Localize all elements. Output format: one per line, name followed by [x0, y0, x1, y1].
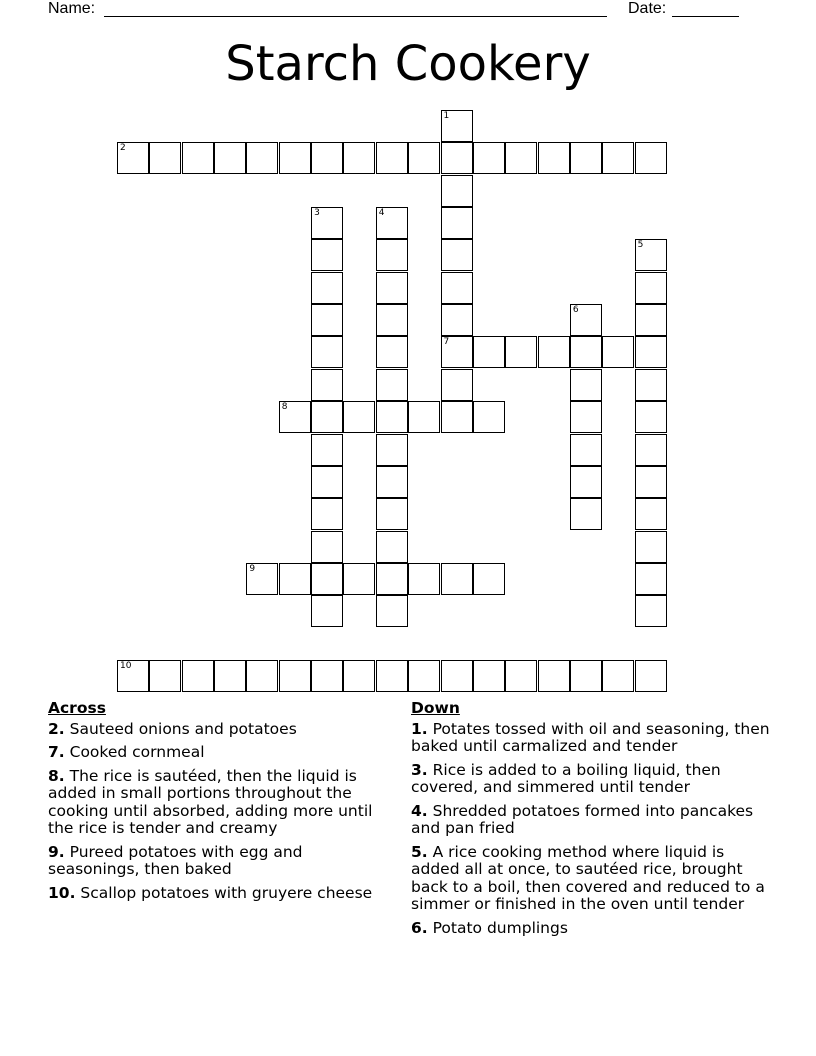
clue-number: 1 — [443, 111, 450, 121]
grid-cell[interactable] — [635, 239, 667, 271]
grid-cell[interactable] — [441, 401, 473, 433]
grid-cell[interactable] — [376, 466, 408, 498]
grid-cell[interactable] — [311, 142, 343, 174]
grid-cell[interactable] — [408, 563, 440, 595]
grid-cell[interactable] — [117, 142, 149, 174]
clue-number: 4. — [411, 801, 428, 820]
clue-text: Potates tossed with oil and seasoning, then baked until carmalized and tender — [411, 719, 770, 755]
grid-cell[interactable] — [246, 660, 278, 692]
grid-cell[interactable] — [505, 336, 537, 368]
grid-cell[interactable] — [376, 660, 408, 692]
grid-cell[interactable] — [376, 434, 408, 466]
grid-cell[interactable] — [279, 660, 311, 692]
grid-cell[interactable] — [570, 466, 602, 498]
grid-cell[interactable] — [376, 336, 408, 368]
date-label: Date: — [628, 0, 667, 17]
grid-cell[interactable] — [635, 660, 667, 692]
grid-cell[interactable] — [441, 175, 473, 207]
grid-cell[interactable] — [441, 239, 473, 271]
across-clue — [48, 744, 398, 762]
grid-cell[interactable] — [376, 369, 408, 401]
grid-cell[interactable] — [635, 369, 667, 401]
clue-text: Cooked cornmeal — [69, 743, 205, 761]
clue-number: 2. — [48, 719, 65, 738]
clue-text: Potato dumplings — [432, 918, 568, 937]
grid-cell[interactable] — [473, 563, 505, 595]
grid-cell[interactable] — [376, 401, 408, 433]
grid-cell[interactable] — [117, 660, 149, 692]
grid-cell[interactable] — [311, 434, 343, 466]
grid-cell[interactable] — [311, 466, 343, 498]
clue-number: 4 — [378, 208, 385, 219]
grid-cell[interactable] — [343, 563, 375, 595]
clue-text: Shredded potatoes formed into pancakes and pan fried — [411, 801, 754, 837]
across-clue — [48, 844, 398, 879]
grid-cell[interactable] — [635, 336, 667, 368]
grid-cell[interactable] — [376, 595, 408, 627]
across-clue — [48, 768, 398, 838]
clue-number: 9. — [48, 842, 65, 861]
grid-cell[interactable] — [214, 142, 246, 174]
grid-cell[interactable] — [570, 336, 602, 368]
across-heading: Across — [48, 699, 106, 717]
clue-number: 2 — [120, 143, 126, 154]
grid-cell[interactable] — [246, 563, 278, 595]
grid-cell[interactable] — [441, 110, 473, 142]
clue-number: 8 — [281, 402, 288, 413]
grid-cell[interactable] — [311, 239, 343, 271]
clue-text: Pureed potatoes with egg and seasonings, then baked — [48, 842, 303, 878]
grid-cell[interactable] — [343, 401, 375, 433]
clue-number: 7 — [443, 337, 450, 348]
grid-cell[interactable] — [505, 660, 537, 692]
clue-text: A rice cooking method where liquid is added all at once, to sautéed rice, brought back to a boil, then covered and reduced to a simmer or finished in the oven until tender — [411, 842, 765, 913]
grid-cell[interactable] — [311, 660, 343, 692]
grid-cell[interactable] — [570, 369, 602, 401]
clue-number: 10 — [120, 660, 132, 671]
down-clue — [411, 721, 771, 756]
grid-cell[interactable] — [149, 660, 181, 692]
grid-cell[interactable] — [376, 498, 408, 530]
grid-cell[interactable] — [538, 336, 570, 368]
clue-text: The rice is sautéed, then the liquid is added in small portions throughout the cooking until absorbed, adding more until the rice is tender and creamy — [48, 766, 373, 837]
grid-cell[interactable] — [441, 142, 473, 174]
grid-cell[interactable] — [311, 369, 343, 401]
grid-cell[interactable] — [246, 142, 278, 174]
across-clues — [48, 700, 398, 908]
grid-cell[interactable] — [635, 272, 667, 304]
grid-cell[interactable] — [538, 660, 570, 692]
grid-cell[interactable] — [473, 660, 505, 692]
grid-cell[interactable] — [408, 142, 440, 174]
grid-cell[interactable] — [376, 207, 408, 239]
grid-cell[interactable] — [408, 660, 440, 692]
grid-cell[interactable] — [149, 142, 181, 174]
grid-cell[interactable] — [311, 498, 343, 530]
grid-cell[interactable] — [473, 336, 505, 368]
grid-cell[interactable] — [311, 595, 343, 627]
clue-number: 8. — [48, 766, 65, 785]
down-clue — [411, 920, 771, 938]
grid-cell[interactable] — [376, 272, 408, 304]
grid-cell[interactable] — [279, 142, 311, 174]
down-clue — [411, 762, 771, 797]
grid-cell[interactable] — [441, 272, 473, 304]
clue-number: 6. — [411, 918, 428, 937]
grid-cell[interactable] — [376, 563, 408, 595]
grid-cell[interactable] — [570, 660, 602, 692]
clue-number: 5 — [637, 240, 644, 251]
grid-cell[interactable] — [473, 401, 505, 433]
grid-cell[interactable] — [602, 660, 634, 692]
grid-cell[interactable] — [343, 660, 375, 692]
clue-number: 9 — [249, 563, 256, 574]
grid-cell[interactable] — [635, 142, 667, 174]
grid-cell[interactable] — [214, 660, 246, 692]
grid-cell[interactable] — [182, 660, 214, 692]
clue-text: Sauteed onions and potatoes — [69, 719, 297, 738]
grid-cell[interactable] — [570, 434, 602, 466]
grid-cell[interactable] — [441, 207, 473, 239]
grid-cell[interactable] — [570, 142, 602, 174]
across-clue — [48, 885, 398, 903]
grid-cell[interactable] — [570, 401, 602, 433]
grid-cell[interactable] — [376, 142, 408, 174]
grid-cell[interactable] — [311, 563, 343, 595]
grid-cell[interactable] — [311, 272, 343, 304]
grid-cell[interactable] — [311, 207, 343, 239]
clue-number: 1. — [411, 719, 428, 738]
grid-cell[interactable] — [473, 142, 505, 174]
grid-cell[interactable] — [505, 142, 537, 174]
grid-cell[interactable] — [635, 304, 667, 336]
down-heading: Down — [411, 699, 460, 717]
grid-cell[interactable] — [311, 531, 343, 563]
grid-cell[interactable] — [635, 595, 667, 627]
grid-cell[interactable] — [311, 304, 343, 336]
grid-cell[interactable] — [182, 142, 214, 174]
grid-cell[interactable] — [311, 401, 343, 433]
grid-cell[interactable] — [376, 531, 408, 563]
grid-cell[interactable] — [635, 498, 667, 530]
across-clue-list — [48, 721, 398, 903]
grid-cell[interactable] — [408, 401, 440, 433]
grid-cell[interactable] — [441, 660, 473, 692]
grid-cell[interactable] — [635, 401, 667, 433]
clue-number: 10. — [48, 883, 76, 902]
grid-cell[interactable] — [376, 304, 408, 336]
down-clues — [411, 700, 771, 943]
down-clue — [411, 803, 771, 838]
grid-cell[interactable] — [441, 336, 473, 368]
grid-cell[interactable] — [635, 531, 667, 563]
grid-cell[interactable] — [570, 304, 602, 336]
grid-cell[interactable] — [602, 142, 634, 174]
grid-cell[interactable] — [441, 304, 473, 336]
across-clue — [48, 721, 398, 739]
grid-cell[interactable] — [376, 239, 408, 271]
clue-text: Rice is added to a boiling liquid, then covered, and simmered until tender — [411, 760, 721, 796]
down-clue — [411, 844, 771, 914]
grid-cell[interactable] — [635, 434, 667, 466]
clue-number: 5. — [411, 842, 428, 861]
clue-text: Scallop potatoes with gruyere cheese — [80, 883, 373, 902]
clue-number: 3. — [411, 760, 428, 779]
grid-cell[interactable] — [570, 498, 602, 530]
clue-number: 3 — [314, 208, 320, 219]
grid-cell[interactable] — [343, 142, 375, 174]
grid-cell[interactable] — [635, 466, 667, 498]
page-title: Starch Cookery — [225, 36, 591, 92]
grid-cell[interactable] — [538, 142, 570, 174]
grid-cell[interactable] — [602, 336, 634, 368]
grid-cell[interactable] — [279, 563, 311, 595]
grid-cell[interactable] — [279, 401, 311, 433]
grid-cell[interactable] — [441, 369, 473, 401]
name-label: Name: — [48, 0, 96, 17]
clue-number: 6 — [572, 305, 579, 316]
down-clue-list — [411, 721, 771, 938]
grid-cell[interactable] — [311, 336, 343, 368]
grid-cell[interactable] — [441, 563, 473, 595]
grid-cell[interactable] — [635, 563, 667, 595]
clue-number: 7. — [48, 743, 65, 761]
